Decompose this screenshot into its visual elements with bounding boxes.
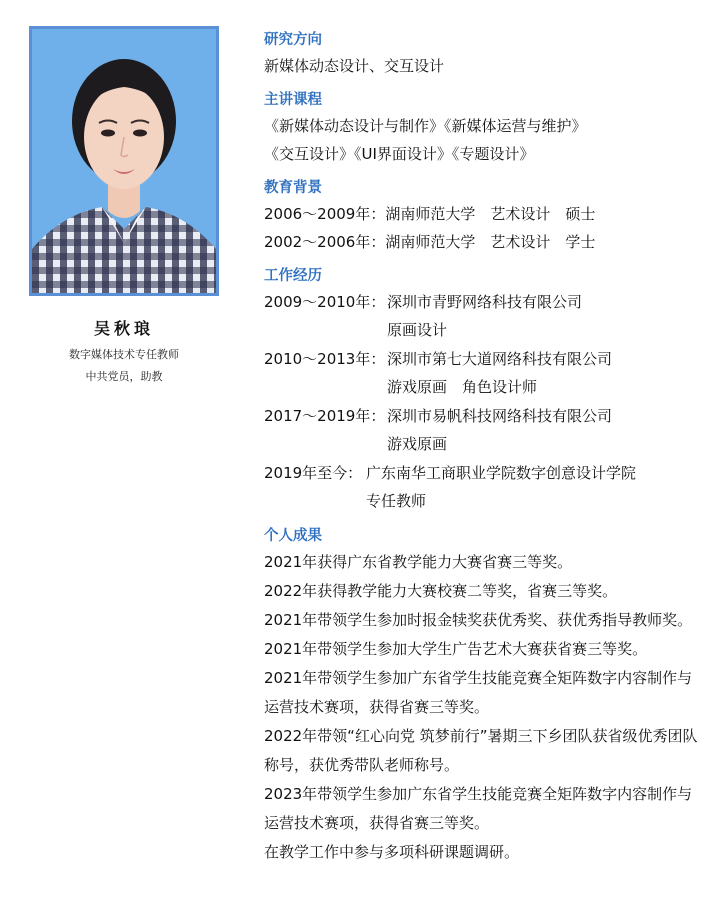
work-org: 广东南华工商职业学院数字创意设计学院 bbox=[366, 463, 637, 482]
achievement-item: 2021年带领学生参加时报金犊奖获优秀奖、获优秀指导教师奖。 bbox=[264, 610, 693, 629]
course-line: 《交互设计》《UI界面设计》《专题设计》 bbox=[264, 145, 535, 163]
achievement-item: 2021年带领学生参加大学生广告艺术大赛获省赛三等奖。 bbox=[264, 639, 648, 658]
work-item bbox=[264, 345, 704, 374]
profile-photo bbox=[29, 26, 219, 296]
achievement-item: 2022年带领“红心向党 筑梦前行”暑期三下乡团队获省级优秀团队称号，获优秀带队老师称号。 bbox=[264, 726, 698, 774]
work-role: 游戏原画 角色设计师 bbox=[387, 378, 538, 396]
work-item bbox=[264, 459, 704, 488]
courses-section bbox=[264, 91, 704, 169]
work-section bbox=[264, 267, 704, 516]
work-role: 原画设计 bbox=[387, 321, 448, 339]
research-section bbox=[264, 31, 704, 81]
achievement-item: 2021年获得广东省教学能力大赛省赛三等奖。 bbox=[264, 552, 573, 571]
work-item bbox=[264, 288, 704, 317]
work-org: 深圳市青野网络科技有限公司 bbox=[387, 292, 583, 311]
work-role: 游戏原画 bbox=[387, 435, 448, 453]
work-period: 2009～2010年： bbox=[264, 292, 386, 311]
work-period: 2010～2013年： bbox=[264, 349, 386, 368]
education-section bbox=[264, 179, 704, 257]
portrait-image bbox=[32, 29, 216, 293]
achievement-item: 2021年带领学生参加广东省学生技能竞赛全矩阵数字内容制作与运营技术赛项，获得省赛三等奖。 bbox=[264, 668, 693, 716]
job-title: 数字媒体技术专任教师 bbox=[69, 348, 179, 361]
resume-content bbox=[264, 31, 704, 867]
courses-heading: 主讲课程 bbox=[264, 91, 322, 108]
political-status: 中共党员，助教 bbox=[85, 370, 163, 383]
research-heading: 研究方向 bbox=[264, 32, 322, 48]
education-heading: 教育背景 bbox=[264, 179, 322, 196]
course-line: 《新媒体动态设计与制作》《新媒体运营与维护》 bbox=[264, 116, 587, 135]
education-line: 2006～2009年：湖南师范大学 艺术设计 硕士 bbox=[264, 204, 596, 223]
work-heading: 工作经历 bbox=[264, 267, 322, 284]
achievement-item: 2023年带领学生参加广东省学生技能竞赛全矩阵数字内容制作与运营技术赛项，获得省赛三等奖。 bbox=[264, 784, 693, 832]
achievements-heading: 个人成果 bbox=[264, 527, 322, 544]
work-org: 深圳市易帆科技网络科技有限公司 bbox=[387, 406, 613, 425]
achievement-item: 2022年获得教学能力大赛校赛二等奖，省赛三等奖。 bbox=[264, 581, 618, 600]
work-role: 专任教师 bbox=[366, 492, 427, 510]
work-org: 深圳市第七大道网络科技有限公司 bbox=[387, 349, 613, 368]
person-name: 吴秋琅 bbox=[93, 319, 154, 338]
work-period: 2019年至今： bbox=[264, 463, 363, 482]
achievements-section bbox=[264, 527, 704, 867]
work-period: 2017～2019年： bbox=[264, 406, 386, 425]
work-item bbox=[264, 402, 704, 431]
education-line: 2002～2006年：湖南师范大学 艺术设计 学士 bbox=[264, 233, 596, 251]
achievement-item: 在教学工作中参与多项科研课题调研。 bbox=[264, 842, 520, 861]
research-text: 新媒体动态设计、交互设计 bbox=[264, 57, 445, 75]
